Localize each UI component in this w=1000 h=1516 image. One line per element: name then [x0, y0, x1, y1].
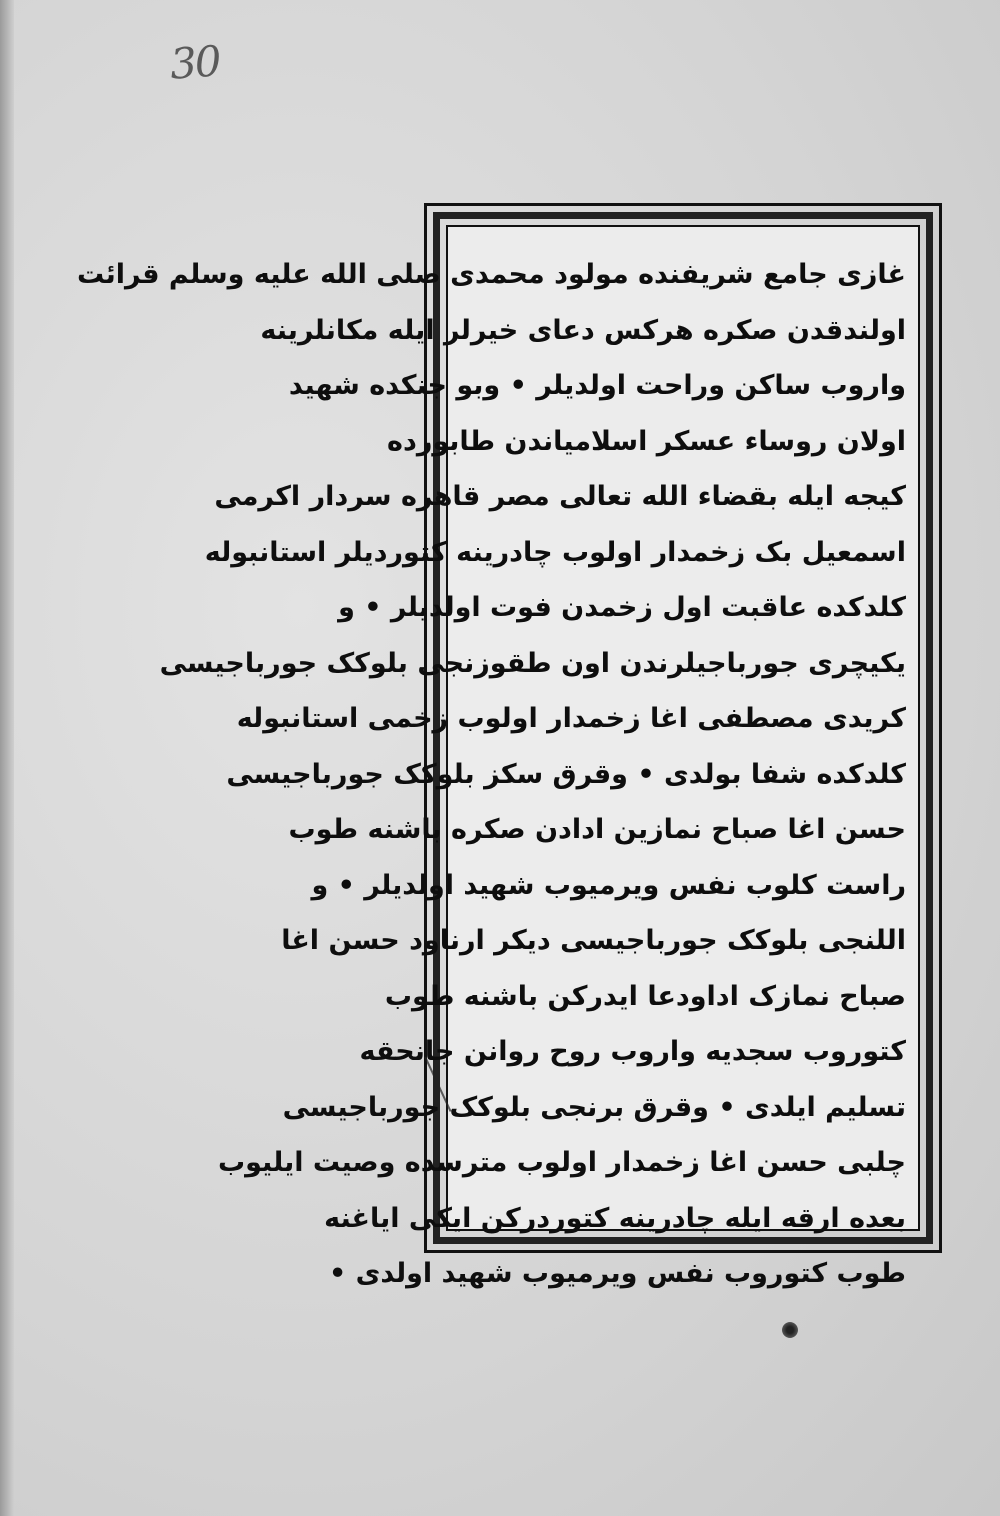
- ink-blot: [782, 1322, 798, 1338]
- text-line: طوب کتوروب نفس ویرمیوب شهید اولدی •: [328, 1258, 906, 1289]
- text-panel: [77, 225, 920, 1289]
- frame-border: [77, 212, 933, 1289]
- text-line: تسلیم ایلدی • وقرق برنجی بلوکک جورباجیسی: [282, 1091, 906, 1123]
- text-line: کلدکده عاقبت اول زخمدن فوت اولدیلر • و: [338, 592, 906, 623]
- text-line: صباح نمازک اداودعا ایدرکن باشنه طوب: [384, 980, 906, 1012]
- folio-number: 30: [168, 36, 222, 89]
- text-line: کتوروب سجدیه واروب روح روانن جانحقه: [359, 1036, 906, 1067]
- text-line: واروب ساکن وراحت اولدیلر • وبو جنکده شهید: [288, 370, 906, 401]
- page-binding-edge: [0, 0, 14, 1516]
- text-line: اسمعیل بک زخمدار اولوب چادرینه کتوردیلر استانبوله: [204, 536, 906, 568]
- text-line: اللنجی بلوکک جورباجیسی دیکر ارناود حسن اغا: [281, 925, 906, 956]
- text-line: اولندقدن صکره هرکس دعای خیرلر ایله مکانلرینه: [260, 314, 906, 346]
- text-line: کلدکده شفا بولدی • وقرق سکز بلوکک جورباجیسی: [226, 758, 906, 790]
- text-line: اولان روساء عسکر اسلامیاندن طابورده: [387, 425, 906, 457]
- text-line: غازی جامع شریفنده مولود محمدی صلی الله علیه وسلم قرائت: [77, 259, 906, 290]
- text-line: بعده ارقه ایله چادرینه کتوردرکن ایکی ایاغنه: [324, 1202, 906, 1234]
- text-line: حسن اغا صباح نمازین ادادن صکره باشنه طوب: [288, 814, 906, 845]
- text-line: کیجه ایله بقضاء الله تعالی مصر قاهره سردار اکرمی: [214, 481, 906, 512]
- manuscript-text: [77, 247, 906, 1289]
- text-line: چلبی حسن اغا زخمدار اولوب مترسده وصیت ایلیوب: [217, 1147, 906, 1178]
- text-frame: [77, 203, 942, 1289]
- text-line: راست کلوب نفس ویرمیوب شهید اولدیلر • و: [311, 869, 906, 901]
- text-line: یکیچری جورباجیلرندن اون طقوزنجی بلوکک جورباجیسی: [159, 647, 906, 679]
- text-line: کریدی مصطفی اغا زخمدار اولوب زخمی استانبوله: [236, 703, 906, 734]
